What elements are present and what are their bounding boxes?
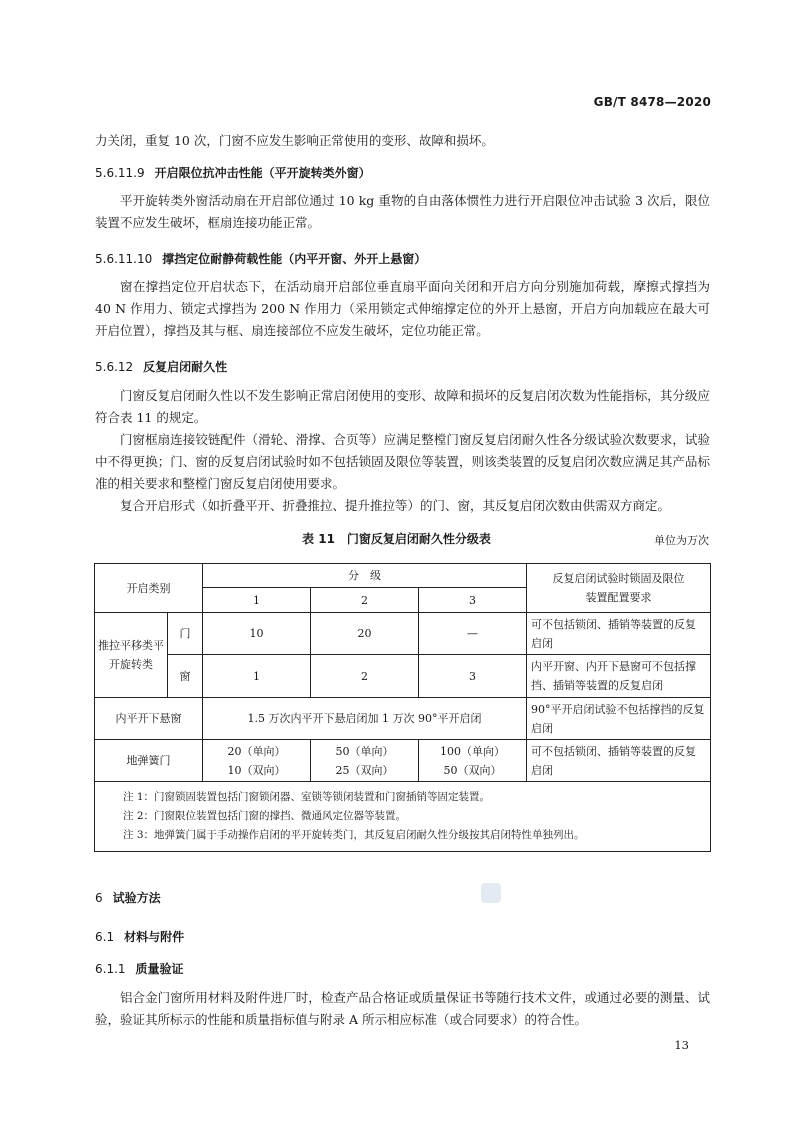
heading-number: 6.1.1: [95, 962, 126, 976]
heading-number: 5.6.11.10: [95, 252, 153, 266]
paragraph-5-6-11-9: 平开旋转类外窗活动扇在开启部位通过 10 kg 重物的自由落体惯性力进行开启限位冲击试验 3 次后，限位装置不应发生破坏，框扇连接功能正常。: [95, 193, 710, 230]
header-requirement: 反复启闭试验时锁固及限位装置配置要求: [527, 564, 711, 613]
heading-5-6-11-10: [95, 250, 426, 267]
note-3: 注 3：地弹簧门属于手动操作启闭的平开旋转类门，其反复启闭耐久性分级按其启闭特性单独列出。: [123, 829, 585, 841]
cell: 1: [203, 655, 311, 698]
sub-window: 窗: [168, 655, 203, 698]
heading-5-6-11-9: [95, 164, 371, 181]
type-floor-spring-door: 地弹簧门: [95, 740, 203, 782]
table-notes: [95, 782, 711, 852]
grade-3: 3: [419, 588, 527, 613]
heading-number: 5.6.11.9: [95, 166, 145, 180]
durability-grade-table: [94, 563, 711, 852]
paragraph-5-6-12-c: 复合开启形式（如折叠平开、折叠推拉、提升推拉等）的门、窗，其反复启闭次数由供需双方商定。: [120, 498, 671, 513]
heading-6-1: [95, 928, 184, 945]
cell: 20（单向） 10（双向）: [203, 740, 311, 782]
grade-2: 2: [311, 588, 419, 613]
paragraph-5-6-12-a: 门窗反复启闭耐久性以不发生影响正常启闭使用的变形、故障和损坏的反复启闭次数为性能指标，其分级应符合表 11 的规定。: [95, 388, 710, 425]
heading-6-1-1: [95, 960, 184, 977]
heading-number: 5.6.12: [95, 360, 134, 374]
table-caption: 表 11 门窗反复启闭耐久性分级表: [302, 532, 491, 546]
page-number: 13: [674, 1038, 689, 1052]
cell: 100（单向） 50（双向）: [419, 740, 527, 782]
paragraph-6-1-1: 铝合金门窗所用材料及附件进厂时，检查产品合格证或质量保证书等随行技术文件，或通过必要的测量、试验，验证其所标示的性能和质量指标值与附录 A 所示相应标准（或合同要求）的符合性。: [95, 990, 710, 1027]
cell-requirement: 90°平开启闭试验不包括撑挡的反复启闭: [527, 698, 711, 740]
cell: 20: [311, 613, 419, 655]
grade-1: 1: [203, 588, 311, 613]
cell: 50（单向） 25（双向）: [311, 740, 419, 782]
cell: 1.5 万次内平开下悬启闭加 1 万次 90°平开启闭: [203, 698, 527, 740]
heading-title: 质量验证: [135, 962, 184, 976]
heading-title: 反复启闭耐久性: [143, 360, 228, 374]
type-sliding-casement: 推拉平移类平开旋转类: [95, 613, 168, 698]
note-1: 注 1：门窗锁固装置包括门窗锁闭器、室锁等锁闭装置和门窗插销等固定装置。: [123, 791, 491, 803]
paragraph-5-6-12-b: 门窗框扇连接铰链配件（滑轮、滑撑、合页等）应满足整樘门窗反复启闭耐久性各分级试验次数要求，试验中不得更换；门、窗的反复启闭试验时如不包括锁固及限位等装置，则该类装置的反复启闭次数应满足其产品标准的相关要求和整樘门窗反复启闭使用要求。: [95, 432, 710, 491]
header-opening-type: 开启类别: [95, 564, 203, 613]
heading-number: 6: [95, 891, 103, 905]
cell-requirement: 内平开窗、内开下悬窗可不包括撑挡、插销等装置的反复启闭: [527, 655, 711, 698]
table-unit: 单位为万次: [654, 534, 709, 547]
cell-requirement: 可不包括锁闭、插销等装置的反复启闭: [527, 740, 711, 782]
paragraph-5-6-11-10: 窗在撑挡定位开启状态下，在活动扇开启部位垂直扇平面向关闭和开启方向分别施加荷载，摩擦式撑挡为 40 N 作用力、锁定式撑挡为 200 N 作用力（采用锁定式伸缩撑定位的外开上悬窗，开启方向加载应在最大可开启位置），撑挡及其与框、扇连接部位不应发生破坏，定位功能正常。: [95, 279, 710, 338]
sub-door: 门: [168, 613, 203, 655]
note-2: 注 2：门窗限位装置包括门窗的撑挡、微通风定位器等装置。: [123, 810, 407, 822]
heading-6: [95, 889, 161, 906]
heading-title: 开启限位抗冲击性能（平开旋转类外窗）: [154, 166, 371, 180]
standard-code: GB/T 8478—2020: [593, 95, 711, 109]
paragraph-continued: 力关闭，重复 10 次，门窗不应发生影响正常使用的变形、故障和损坏。: [95, 133, 494, 148]
cell-requirement: 可不包括锁闭、插销等装置的反复启闭: [527, 613, 711, 655]
heading-title: 试验方法: [112, 891, 161, 905]
cell: —: [419, 613, 527, 655]
watermark-logo: [481, 883, 501, 903]
type-inward-hopper: 内平开下悬窗: [95, 698, 203, 740]
header-grade: 分 级: [203, 564, 527, 588]
cell: 3: [419, 655, 527, 698]
cell: 2: [311, 655, 419, 698]
heading-title: 撑挡定位耐静荷载性能（内平开窗、外开上悬窗）: [162, 252, 427, 266]
cell: 10: [203, 613, 311, 655]
heading-title: 材料与附件: [124, 930, 185, 944]
heading-5-6-12: [95, 358, 227, 375]
heading-number: 6.1: [95, 930, 115, 944]
